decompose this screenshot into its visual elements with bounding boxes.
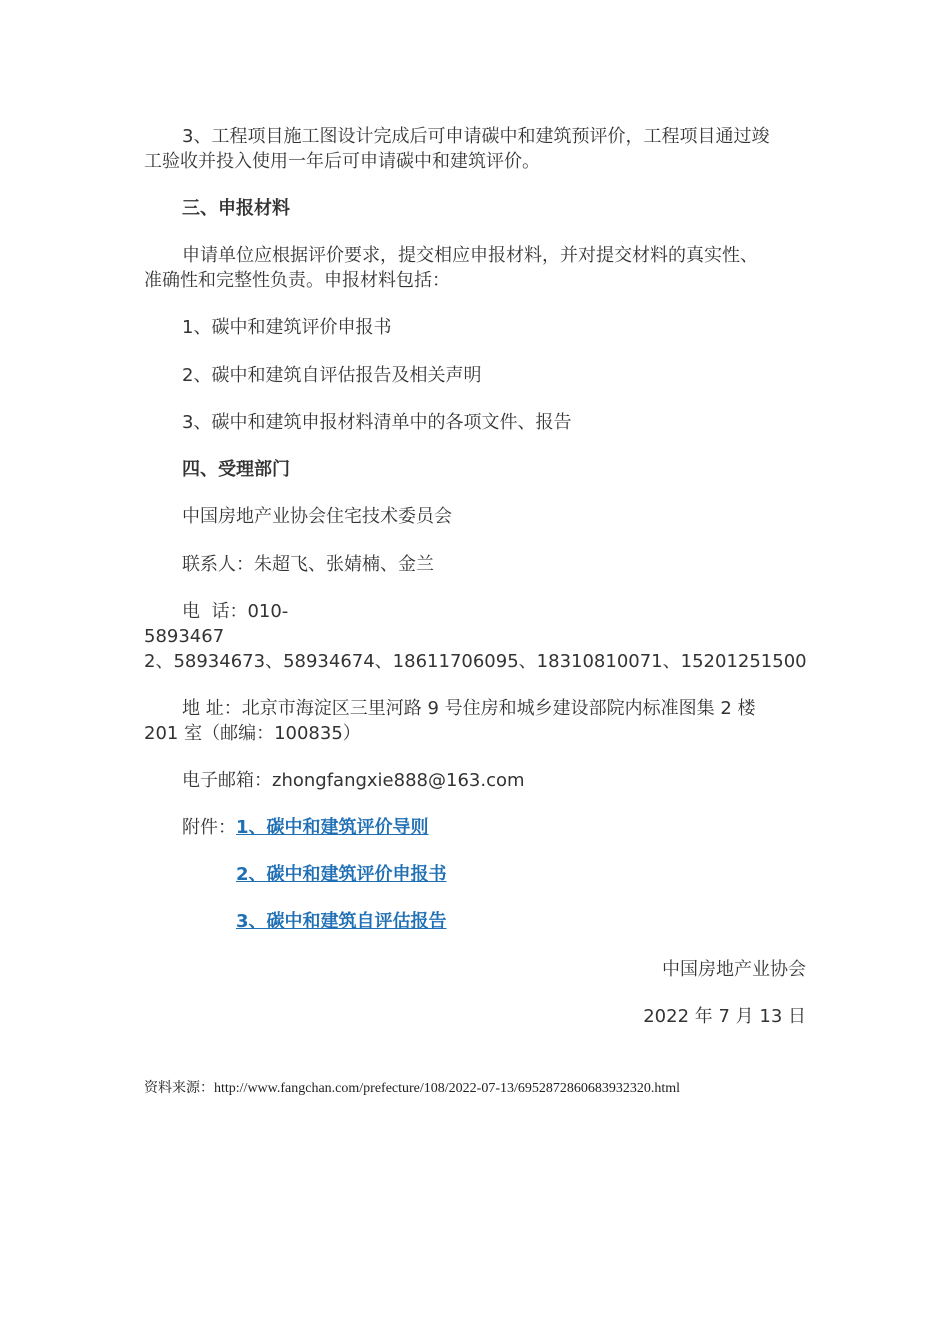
- attachment-row-2: [236, 863, 447, 887]
- material-item-2: 2、碳中和建筑自评估报告及相关声明: [182, 365, 482, 386]
- address-line2: 201 室（邮编：100835）: [144, 723, 361, 744]
- section3-intro-line2: 准确性和完整性负责。申报材料包括：: [144, 270, 450, 291]
- material-item-3: 3、碳中和建筑申报材料清单中的各项文件、报告: [182, 412, 572, 433]
- phone-line3: 2、58934673、58934674、18611706095、18310810071、15201251500: [144, 651, 807, 672]
- source-citation: 资料来源：http://www.fangchan.com/prefecture/108/2022-07-13/6952872860683932320.html: [144, 1081, 681, 1096]
- phone-line2: 5893467: [144, 626, 225, 647]
- attachment-link-2[interactable]: 2、碳中和建筑评价申报书: [236, 864, 447, 885]
- phone-line1: 电 话：010-: [182, 601, 289, 622]
- address-line1: 地 址：北京市海淀区三里河路 9 号住房和城乡建设部院内标准图集 2 楼: [182, 698, 756, 719]
- item3-line2: 工验收并投入使用一年后可申请碳中和建筑评价。: [144, 151, 540, 172]
- item3-line1: 3、工程项目施工图设计完成后可申请碳中和建筑预评价，工程项目通过竣: [182, 126, 770, 147]
- attachment-row-3: [236, 910, 447, 934]
- attachments-label: 附件：: [182, 817, 236, 838]
- material-item-1: 1、碳中和建筑评价申报书: [182, 317, 392, 338]
- department-name: 中国房地产业协会住宅技术委员会: [182, 506, 452, 527]
- signature-organization: 中国房地产业协会: [662, 959, 806, 980]
- attachment-link-3[interactable]: 3、碳中和建筑自评估报告: [236, 911, 447, 932]
- contact-persons: 联系人：朱超飞、张婧楠、金兰: [182, 554, 434, 575]
- email-line: 电子邮箱：zhongfangxie888@163.com: [182, 770, 525, 791]
- attachments-row: [182, 816, 429, 840]
- section3-heading: 三、申报材料: [182, 198, 290, 219]
- attachment-link-1[interactable]: 1、碳中和建筑评价导则: [236, 817, 429, 838]
- section4-heading: 四、受理部门: [182, 459, 290, 480]
- section3-intro-line1: 申请单位应根据评价要求，提交相应申报材料，并对提交材料的真实性、: [182, 245, 758, 266]
- signature-date: 2022 年 7 月 13 日: [643, 1006, 806, 1027]
